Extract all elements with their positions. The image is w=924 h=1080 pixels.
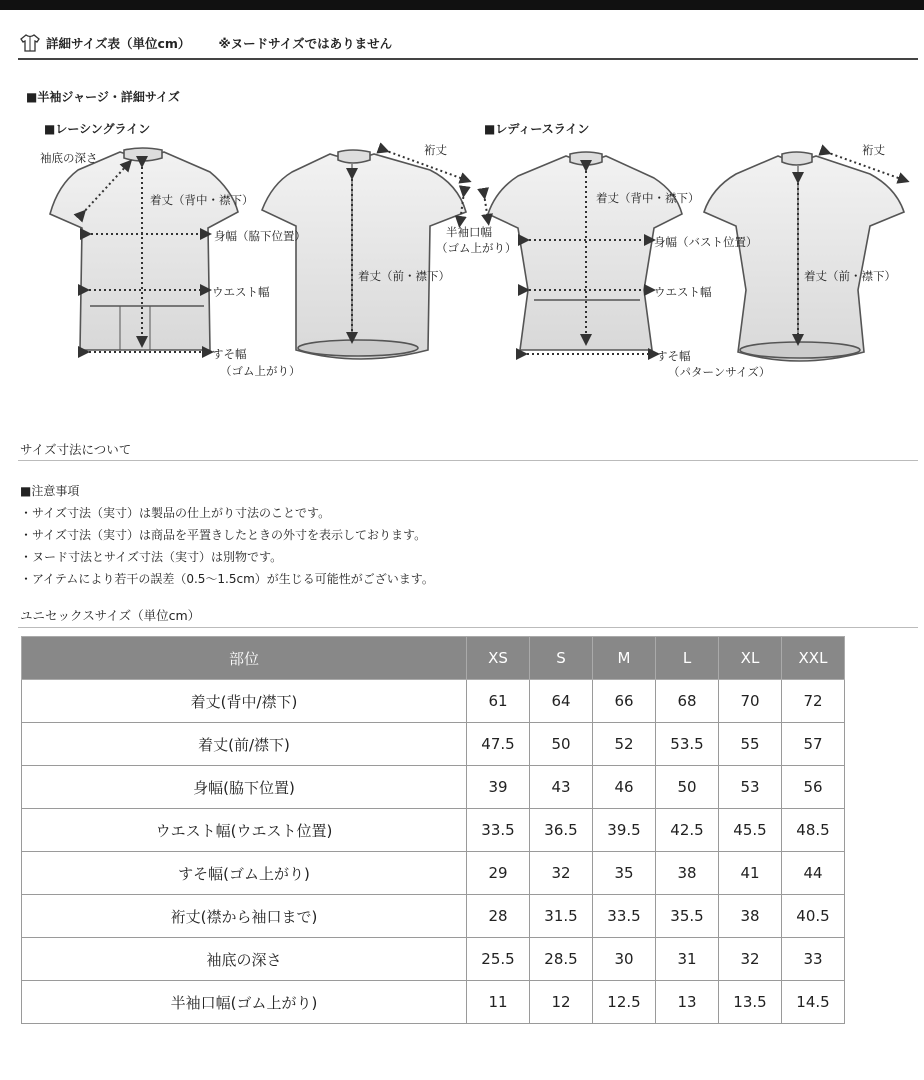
cell-value: 70 <box>719 680 782 723</box>
header-part: 部位 <box>22 637 467 680</box>
label-body-width-racing: 身幅（脇下位置） <box>214 229 306 243</box>
cell-value: 33.5 <box>593 895 656 938</box>
jersey-diagram <box>0 0 924 400</box>
cell-value: 55 <box>719 723 782 766</box>
header-size: L <box>656 637 719 680</box>
cell-value: 33.5 <box>467 809 530 852</box>
cell-value: 30 <box>593 938 656 981</box>
label-yuki-ladies: 裄丈 <box>862 143 885 157</box>
table-row <box>22 766 845 809</box>
header-size: S <box>530 637 593 680</box>
cell-value: 35.5 <box>656 895 719 938</box>
note-item: ・サイズ寸法（実寸）は商品を平置きしたときの外寸を表示しております。 <box>20 528 427 542</box>
table-row <box>22 809 845 852</box>
table-row <box>22 680 845 723</box>
cell-value: 28 <box>467 895 530 938</box>
row-part: 着丈(前/襟下) <box>22 723 467 766</box>
racing-back-jersey <box>50 148 238 350</box>
cell-value: 38 <box>719 895 782 938</box>
header-size: XL <box>719 637 782 680</box>
label-hem-racing: すそ幅 <box>212 347 247 361</box>
label-length-front-ladies: 着丈（前・襟下） <box>804 269 896 283</box>
size-info-title: サイズ寸法について <box>20 442 132 457</box>
cell-value: 46 <box>593 766 656 809</box>
label-yuki-racing: 裄丈 <box>424 143 447 157</box>
cell-value: 56 <box>782 766 845 809</box>
label-hem-ladies: すそ幅 <box>656 349 691 363</box>
table-title-divider <box>18 627 918 628</box>
cell-value: 45.5 <box>719 809 782 852</box>
label-waist-ladies: ウエスト幅 <box>654 285 712 299</box>
cell-value: 28.5 <box>530 938 593 981</box>
cell-value: 41 <box>719 852 782 895</box>
table-title: ユニセックスサイズ（単位cm） <box>20 608 201 623</box>
table-row <box>22 895 845 938</box>
cell-value: 50 <box>656 766 719 809</box>
table-row <box>22 938 845 981</box>
cell-value: 11 <box>467 981 530 1024</box>
label-body-width-ladies: 身幅（バスト位置） <box>654 235 758 249</box>
cell-value: 14.5 <box>782 981 845 1024</box>
label-waist-racing: ウエスト幅 <box>212 285 270 299</box>
notes-list <box>20 480 434 590</box>
label-length-back-ladies: 着丈（背中・襟下） <box>596 191 700 205</box>
racing-line-title: ■レーシングライン <box>44 122 151 136</box>
label-sode-depth: 袖底の深さ <box>40 151 98 165</box>
cell-value: 13 <box>656 981 719 1024</box>
row-part: すそ幅(ゴム上がり) <box>22 852 467 895</box>
table-row <box>22 723 845 766</box>
cell-value: 35 <box>593 852 656 895</box>
diagram-section-title: ■半袖ジャージ・詳細サイズ <box>26 90 180 104</box>
cell-value: 32 <box>719 938 782 981</box>
cell-value: 33 <box>782 938 845 981</box>
header-title: 詳細サイズ表（単位cm） <box>46 36 191 51</box>
notes-heading: ■注意事項 <box>20 484 80 498</box>
header-size: M <box>593 637 656 680</box>
cell-value: 44 <box>782 852 845 895</box>
size-info-divider <box>18 460 918 461</box>
cell-value: 40.5 <box>782 895 845 938</box>
label-length-front-racing: 着丈（前・襟下） <box>358 269 450 283</box>
ladies-front-jersey <box>704 152 904 361</box>
note-item: ・サイズ寸法（実寸）は製品の仕上がり寸法のことです。 <box>20 506 331 520</box>
cell-value: 38 <box>656 852 719 895</box>
table-row <box>22 852 845 895</box>
cell-value: 25.5 <box>467 938 530 981</box>
row-part: 裄丈(襟から袖口まで) <box>22 895 467 938</box>
note-item: ・アイテムにより若干の誤差（0.5〜1.5cm）が生じる可能性がございます。 <box>20 572 434 586</box>
cell-value: 50 <box>530 723 593 766</box>
label-length-back-racing: 着丈（背中・襟下） <box>150 193 254 207</box>
table-header-row <box>22 637 845 680</box>
cell-value: 13.5 <box>719 981 782 1024</box>
header-note: ※ヌードサイズではありません <box>218 36 393 51</box>
cell-value: 53 <box>719 766 782 809</box>
cell-value: 48.5 <box>782 809 845 852</box>
row-part: 半袖口幅(ゴム上がり) <box>22 981 467 1024</box>
cell-value: 57 <box>782 723 845 766</box>
cell-value: 66 <box>593 680 656 723</box>
cell-value: 61 <box>467 680 530 723</box>
cell-value: 31 <box>656 938 719 981</box>
cell-value: 42.5 <box>656 809 719 852</box>
row-part: 身幅(脇下位置) <box>22 766 467 809</box>
cell-value: 31.5 <box>530 895 593 938</box>
row-part: ウエスト幅(ウエスト位置) <box>22 809 467 852</box>
cell-value: 52 <box>593 723 656 766</box>
size-table <box>21 636 845 1024</box>
cell-value: 64 <box>530 680 593 723</box>
cell-value: 47.5 <box>467 723 530 766</box>
cell-value: 29 <box>467 852 530 895</box>
cell-value: 53.5 <box>656 723 719 766</box>
row-part: 袖底の深さ <box>22 938 467 981</box>
header-size: XS <box>467 637 530 680</box>
table-row <box>22 981 845 1024</box>
cell-value: 12.5 <box>593 981 656 1024</box>
label-sleeve-opening: 半袖口幅 <box>446 225 492 239</box>
cell-value: 32 <box>530 852 593 895</box>
cell-value: 68 <box>656 680 719 723</box>
cell-value: 12 <box>530 981 593 1024</box>
row-part: 着丈(背中/襟下) <box>22 680 467 723</box>
label-hem-racing-sub: （ゴム上がり） <box>220 364 301 378</box>
cell-value: 36.5 <box>530 809 593 852</box>
note-item: ・ヌード寸法とサイズ寸法（実寸）は別物です。 <box>20 550 283 564</box>
label-sleeve-opening-sub: （ゴム上がり） <box>436 241 517 255</box>
cell-value: 39.5 <box>593 809 656 852</box>
ladies-line-title: ■レディースライン <box>484 122 590 136</box>
label-hem-ladies-sub: （パターンサイズ） <box>668 365 771 379</box>
cell-value: 43 <box>530 766 593 809</box>
header-size: XXL <box>782 637 845 680</box>
cell-value: 39 <box>467 766 530 809</box>
cell-value: 72 <box>782 680 845 723</box>
